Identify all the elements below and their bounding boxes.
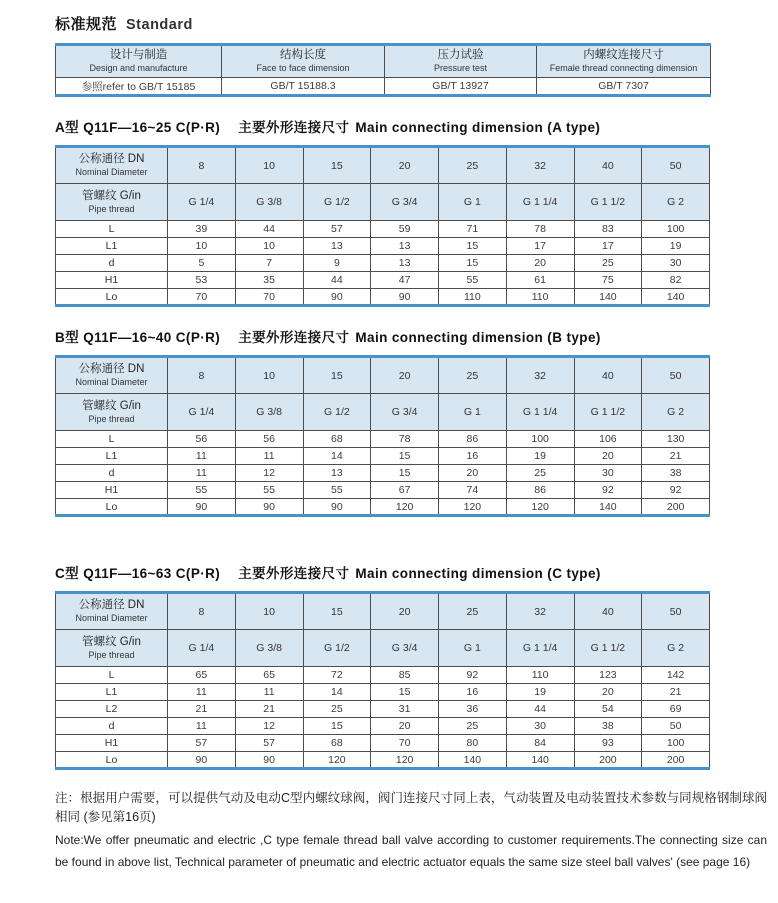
dimension-value-cell: 65 [168,667,236,684]
dimension-value-cell: 57 [168,735,236,752]
dimension-section-c-type [55,562,723,770]
dn-value-cell: 10 [235,357,303,394]
dimension-value-cell: 10 [168,238,236,255]
dn-value-cell: 10 [235,147,303,184]
dn-value-cell: 32 [506,593,574,630]
label-en: Pipe thread [88,203,135,214]
dimension-value-cell: 20 [439,465,507,482]
dn-value-cell: 25 [439,357,507,394]
dimension-value-cell: 72 [303,667,371,684]
dimension-value-cell: 80 [439,735,507,752]
dn-value-cell: 32 [506,147,574,184]
dimension-value-cell: 53 [168,272,236,289]
page-title-en: Standard [126,17,193,33]
dimension-value-cell: 17 [574,238,642,255]
thread-value-cell: G 1 1/2 [574,184,642,221]
dimension-value-cell: 5 [168,255,236,272]
dimension-value-cell: 85 [371,667,439,684]
dimension-value-cell: 44 [303,272,371,289]
dimension-value-cell: 55 [168,482,236,499]
dimension-value-cell: 56 [235,431,303,448]
dimension-value-cell: 30 [642,255,710,272]
dimension-value-cell: 84 [506,735,574,752]
dimension-table-a-type [55,145,710,307]
dimension-value-cell: 100 [642,735,710,752]
row-label-cell: d [56,255,168,272]
dimension-value-cell: 11 [168,465,236,482]
label-en: Pipe thread [88,413,135,424]
dimension-value-cell: 25 [303,701,371,718]
dimension-value-cell: 30 [574,465,642,482]
label-cn: 公称通径 DN [78,363,145,375]
label-en: Nominal Diameter [75,167,148,177]
dimension-value-cell: 12 [235,718,303,735]
dimension-value-cell: 15 [371,684,439,701]
dimension-value-cell: 140 [506,752,574,769]
dimension-value-cell: 74 [439,482,507,499]
label-en: Design and manufacture [89,63,188,73]
dimension-value-cell: 92 [574,482,642,499]
dimension-row-l [56,431,710,448]
dimension-value-cell: 100 [506,431,574,448]
dimension-value-cell: 70 [235,289,303,306]
dimension-value-cell: 14 [303,448,371,465]
row-label-cell: L [56,667,168,684]
dimension-value-cell: 16 [439,684,507,701]
dimension-value-cell: 90 [303,289,371,306]
dimension-value-cell: 90 [235,499,303,516]
section-title-b-type [55,326,723,346]
dimension-row-d [56,255,710,272]
section-title-cn: 主要外形连接尺寸 [238,330,350,345]
dimension-value-cell: 13 [371,238,439,255]
page-title-cn: 标准规范 [55,16,118,33]
thread-value-cell: G 3/4 [371,184,439,221]
label-cn: 结构长度 [280,49,326,61]
dn-value-cell: 50 [642,593,710,630]
label-en: Nominal Diameter [75,377,148,387]
row-label-cell: L1 [56,238,168,255]
section-title-en: Main connecting dimension (A type) [355,120,601,135]
section-title-cn: 主要外形连接尺寸 [238,566,350,581]
standards-header-cell [537,45,711,78]
dimension-tables-container [55,116,723,770]
note-block [55,789,767,873]
dimension-value-cell: 110 [506,667,574,684]
row-label-cell: d [56,465,168,482]
thread-value-cell: G 1 [439,630,507,667]
dimension-value-cell: 90 [371,289,439,306]
dimension-row-l1 [56,684,710,701]
thread-value-cell: G 1/2 [303,630,371,667]
dimension-value-cell: 142 [642,667,710,684]
dn-value-cell: 15 [303,147,371,184]
dimension-value-cell: 86 [439,431,507,448]
dn-value-cell: 40 [574,593,642,630]
dimension-row-l [56,667,710,684]
dimension-value-cell: 120 [303,752,371,769]
dn-value-cell: 20 [371,357,439,394]
dimension-value-cell: 25 [574,255,642,272]
standards-value-cell: GB/T 15188.3 [222,78,385,96]
dimension-value-cell: 20 [574,448,642,465]
thread-label-cell [56,394,168,431]
dimension-value-cell: 39 [168,221,236,238]
dimension-value-cell: 69 [642,701,710,718]
standards-value-cell: GB/T 13927 [385,78,537,96]
dimension-value-cell: 90 [168,499,236,516]
section-model: C型 Q11F—16~63 C(P·R) [55,566,221,581]
label-cn: 公称通径 DN [78,599,145,611]
dimension-row-d [56,465,710,482]
thread-value-cell: G 1 1/2 [574,630,642,667]
dimension-row-h1 [56,482,710,499]
label-cn: 压力试验 [437,49,484,61]
dimension-value-cell: 106 [574,431,642,448]
dimension-value-cell: 78 [371,431,439,448]
dimension-row-h1 [56,272,710,289]
dimension-value-cell: 70 [168,289,236,306]
dimension-value-cell: 15 [371,448,439,465]
row-label-cell: L [56,431,168,448]
dn-value-cell: 40 [574,147,642,184]
dimension-row-lo [56,499,710,516]
dimension-value-cell: 38 [642,465,710,482]
label-en: Pressure test [433,63,488,73]
row-label-cell: Lo [56,289,168,306]
thread-header-row [56,630,710,667]
dn-header-row [56,147,710,184]
dimension-value-cell: 47 [371,272,439,289]
dn-label-cell [56,357,168,394]
row-label-cell: Lo [56,752,168,769]
dn-value-cell: 10 [235,593,303,630]
thread-value-cell: G 3/4 [371,630,439,667]
dimension-value-cell: 120 [506,499,574,516]
dimension-value-cell: 68 [303,431,371,448]
dn-value-cell: 25 [439,147,507,184]
thread-header-row [56,394,710,431]
dimension-value-cell: 55 [439,272,507,289]
dimension-value-cell: 30 [506,718,574,735]
dn-value-cell: 40 [574,357,642,394]
dimension-value-cell: 13 [303,465,371,482]
row-label-cell: L1 [56,684,168,701]
dimension-value-cell: 82 [642,272,710,289]
page-title [55,13,723,34]
dimension-value-cell: 11 [168,448,236,465]
standards-header-row [56,45,711,78]
dn-label-cell [56,147,168,184]
dimension-value-cell: 11 [235,448,303,465]
section-title-a-type [55,116,723,136]
dimension-value-cell: 70 [371,735,439,752]
thread-value-cell: G 1 [439,184,507,221]
standards-value-row [56,78,711,96]
thread-value-cell: G 2 [642,394,710,431]
dimension-value-cell: 21 [235,701,303,718]
thread-value-cell: G 1 1/2 [574,394,642,431]
thread-value-cell: G 1 1/4 [506,184,574,221]
dimension-value-cell: 67 [371,482,439,499]
dimension-value-cell: 65 [235,667,303,684]
row-label-cell: L [56,221,168,238]
dimension-value-cell: 13 [371,255,439,272]
dimension-value-cell: 19 [642,238,710,255]
thread-value-cell: G 3/8 [235,630,303,667]
section-title-en: Main connecting dimension (B type) [355,330,601,345]
dn-value-cell: 20 [371,147,439,184]
thread-label-cell [56,630,168,667]
note-text-cn: 注：根据用户需要，可以提供气动及电动C型内螺纹球阀，阀门连接尺寸同上表，气动装置及电动装置技术参数与同规格钢制球阀相同 (参见第16页) [55,791,767,824]
thread-value-cell: G 1/4 [168,184,236,221]
dimension-value-cell: 55 [303,482,371,499]
row-label-cell: L1 [56,448,168,465]
dimension-row-l1 [56,238,710,255]
dn-header-row [56,593,710,630]
dimension-value-cell: 140 [642,289,710,306]
dimension-value-cell: 15 [371,465,439,482]
dimension-row-d [56,718,710,735]
thread-header-row [56,184,710,221]
dn-value-cell: 32 [506,357,574,394]
dimension-value-cell: 20 [506,255,574,272]
dimension-value-cell: 54 [574,701,642,718]
dn-value-cell: 25 [439,593,507,630]
dimension-value-cell: 10 [235,238,303,255]
dn-header-row [56,357,710,394]
dimension-value-cell: 123 [574,667,642,684]
dimension-value-cell: 20 [574,684,642,701]
dimension-value-cell: 75 [574,272,642,289]
dimension-value-cell: 100 [642,221,710,238]
dimension-value-cell: 31 [371,701,439,718]
section-title-cn: 主要外形连接尺寸 [238,120,350,135]
dn-value-cell: 15 [303,593,371,630]
label-cn: 设计与制造 [109,49,168,61]
dimension-value-cell: 78 [506,221,574,238]
label-cn: 公称通径 DN [78,153,145,165]
standards-header-cell [222,45,385,78]
dimension-value-cell: 7 [235,255,303,272]
thread-value-cell: G 3/8 [235,394,303,431]
dimension-value-cell: 71 [439,221,507,238]
section-title-en: Main connecting dimension (C type) [355,566,601,581]
dimension-table-b-type [55,355,710,517]
dimension-value-cell: 140 [574,289,642,306]
dimension-value-cell: 21 [642,448,710,465]
dimension-value-cell: 25 [506,465,574,482]
dimension-value-cell: 120 [439,499,507,516]
dimension-value-cell: 12 [235,465,303,482]
dimension-value-cell: 14 [303,684,371,701]
dimension-value-cell: 92 [642,482,710,499]
note-text-en: Note:We offer pneumatic and electric ,C type female thread ball valve according to customer requirements.The connecting size can be found in above list, Technical parameter of pneumatic and electric actuator equals the same size steel ball valves' (see page 16) [55,833,767,869]
dimension-value-cell: 200 [642,499,710,516]
dimension-value-cell: 130 [642,431,710,448]
dn-value-cell: 50 [642,147,710,184]
label-cn: 管螺纹 G/in [82,399,141,412]
dimension-value-cell: 50 [642,718,710,735]
row-label-cell: H1 [56,482,168,499]
thread-value-cell: G 3/4 [371,394,439,431]
dimension-value-cell: 83 [574,221,642,238]
label-en: Nominal Diameter [75,613,148,623]
label-en: Face to face dimension [256,63,350,73]
dimension-table-c-type [55,591,710,770]
dimension-value-cell: 17 [506,238,574,255]
dimension-value-cell: 55 [235,482,303,499]
standards-header-cell [56,45,222,78]
thread-value-cell: G 1/2 [303,184,371,221]
label-cn: 内螺纹连接尺寸 [583,49,664,61]
dimension-value-cell: 11 [235,684,303,701]
thread-value-cell: G 1 1/4 [506,630,574,667]
section-model: A型 Q11F—16~25 C(P·R) [55,120,221,135]
thread-value-cell: G 2 [642,630,710,667]
dn-label-cell [56,593,168,630]
standards-table [55,43,711,97]
dimension-section-b-type [55,326,723,517]
dn-value-cell: 8 [168,593,236,630]
standards-header-cell [385,45,537,78]
dn-value-cell: 20 [371,593,439,630]
dn-value-cell: 8 [168,357,236,394]
dimension-value-cell: 19 [506,684,574,701]
dimension-value-cell: 59 [371,221,439,238]
dimension-row-l2 [56,701,710,718]
dimension-value-cell: 200 [642,752,710,769]
dimension-value-cell: 19 [506,448,574,465]
dimension-value-cell: 21 [642,684,710,701]
dn-value-cell: 50 [642,357,710,394]
dimension-row-l1 [56,448,710,465]
dimension-value-cell: 140 [439,752,507,769]
dimension-value-cell: 57 [303,221,371,238]
row-label-cell: H1 [56,272,168,289]
dimension-value-cell: 44 [235,221,303,238]
thread-value-cell: G 1/2 [303,394,371,431]
dimension-value-cell: 20 [371,718,439,735]
dimension-value-cell: 140 [574,499,642,516]
dimension-row-lo [56,752,710,769]
dimension-row-l [56,221,710,238]
thread-value-cell: G 2 [642,184,710,221]
dimension-value-cell: 110 [439,289,507,306]
dimension-value-cell: 16 [439,448,507,465]
row-label-cell: L2 [56,701,168,718]
dn-value-cell: 15 [303,357,371,394]
dimension-value-cell: 36 [439,701,507,718]
dimension-value-cell: 9 [303,255,371,272]
dimension-value-cell: 35 [235,272,303,289]
dimension-value-cell: 11 [168,718,236,735]
dimension-value-cell: 61 [506,272,574,289]
dimension-value-cell: 110 [506,289,574,306]
dimension-value-cell: 15 [303,718,371,735]
row-label-cell: d [56,718,168,735]
dimension-value-cell: 38 [574,718,642,735]
dimension-value-cell: 21 [168,701,236,718]
dimension-value-cell: 15 [439,238,507,255]
thread-value-cell: G 1/4 [168,630,236,667]
thread-value-cell: G 3/8 [235,184,303,221]
dimension-value-cell: 68 [303,735,371,752]
dimension-value-cell: 90 [235,752,303,769]
thread-value-cell: G 1 1/4 [506,394,574,431]
dimension-value-cell: 200 [574,752,642,769]
dimension-value-cell: 90 [168,752,236,769]
dimension-value-cell: 56 [168,431,236,448]
section-model: B型 Q11F—16~40 C(P·R) [55,330,221,345]
dimension-value-cell: 120 [371,752,439,769]
dimension-value-cell: 92 [439,667,507,684]
dimension-value-cell: 86 [506,482,574,499]
dimension-row-h1 [56,735,710,752]
dimension-value-cell: 120 [371,499,439,516]
label-en: Pipe thread [88,649,135,660]
thread-value-cell: G 1 [439,394,507,431]
dimension-section-a-type [55,116,723,307]
label-en: Female thread connecting dimension [549,63,698,73]
dimension-value-cell: 93 [574,735,642,752]
dimension-value-cell: 57 [235,735,303,752]
dimension-value-cell: 90 [303,499,371,516]
standards-value-cell: GB/T 7307 [537,78,711,96]
standards-value-cell: 参照refer to GB/T 15185 [56,78,222,96]
row-label-cell: H1 [56,735,168,752]
dimension-value-cell: 13 [303,238,371,255]
dimension-value-cell: 25 [439,718,507,735]
section-title-c-type [55,562,723,582]
dn-value-cell: 8 [168,147,236,184]
label-cn: 管螺纹 G/in [82,635,141,648]
thread-value-cell: G 1/4 [168,394,236,431]
label-cn: 管螺纹 G/in [82,189,141,202]
thread-label-cell [56,184,168,221]
dimension-value-cell: 11 [168,684,236,701]
dimension-row-lo [56,289,710,306]
dimension-value-cell: 44 [506,701,574,718]
dimension-value-cell: 15 [439,255,507,272]
row-label-cell: Lo [56,499,168,516]
